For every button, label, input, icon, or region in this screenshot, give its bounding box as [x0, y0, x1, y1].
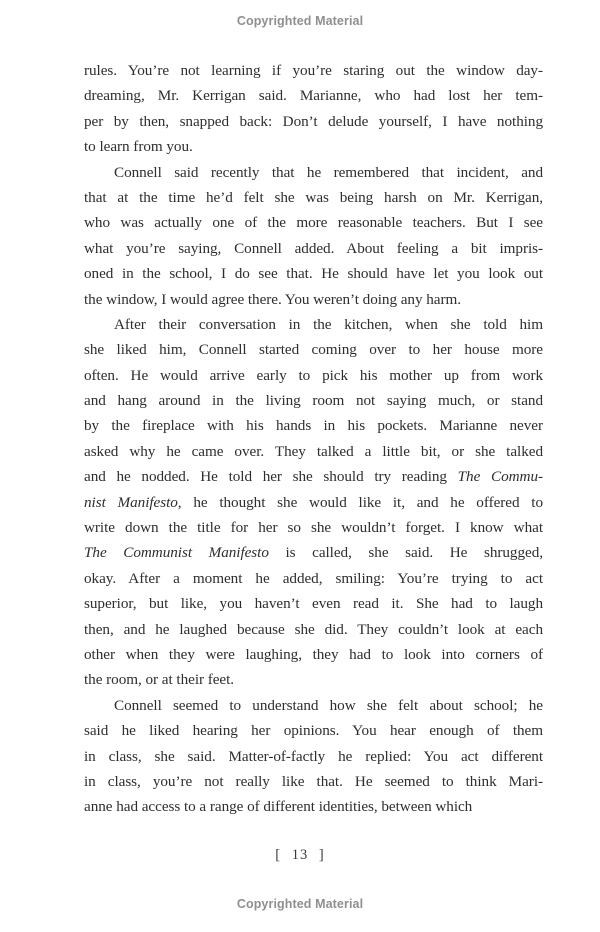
- text-line: okay. After a moment he added, smiling: You’re trying to act: [84, 569, 543, 587]
- text-line: in class, she said. Matter-of-factly he replied: You act different: [84, 747, 543, 765]
- page-number: [ 13 ]: [275, 847, 325, 863]
- text-line: write down the title for her so she wouldn’t forget. I know what: [84, 519, 543, 537]
- text-line: superior, but like, you haven’t even read it. She had to laugh: [84, 595, 543, 613]
- text-line: to learn from you.: [84, 138, 193, 156]
- text-line: oned in the school, I do see that. He should have let you look out: [84, 265, 543, 283]
- text-line: by the fireplace with his hands in his pockets. Marianne never: [84, 417, 543, 435]
- text-line: After their conversation in the kitchen, when she told him: [114, 315, 543, 333]
- text-line: the window, I would agree there. You weren’t doing any harm.: [84, 290, 462, 308]
- text-line: in class, you’re not really like that. He seemed to think Mari-: [84, 772, 543, 790]
- text-line: and hang around in the living room not saying much, or stand: [84, 392, 543, 410]
- text-line: anne had access to a range of different identities, between which: [84, 798, 473, 816]
- text-line: other when they were laughing, they had to look into corners of: [84, 645, 543, 663]
- text-line: nist Manifesto, he thought she would like it, and he offered to: [84, 493, 543, 511]
- text-line: who was actually one of the more reasonable teachers. But I see: [84, 214, 543, 232]
- text-line: she liked him, Connell started coming over to her house more: [84, 341, 543, 359]
- text-line: Connell said recently that he remembered that incident, and: [114, 163, 543, 181]
- copyright-notice-bottom: Copyrighted Material: [236, 897, 364, 911]
- text-line: that at the time he’d felt she was being harsh on Mr. Kerrigan,: [84, 188, 543, 206]
- text-line: said he liked hearing her opinions. You hear enough of them: [84, 722, 543, 740]
- text-line: then, and he laughed because she did. They couldn’t look at each: [84, 620, 543, 638]
- text-line: dreaming, Mr. Kerrigan said. Marianne, who had lost her tem-: [84, 87, 543, 105]
- text-line: per by then, snapped back: Don’t delude yourself, I have nothing: [84, 112, 543, 130]
- text-line: often. He would arrive early to pick his mother up from work: [84, 366, 543, 384]
- text-line: Connell seemed to understand how she felt about school; he: [114, 696, 543, 714]
- text-line: The Communist Manifesto is called, she said. He shrugged,: [84, 544, 543, 562]
- copyright-notice-top: Copyrighted Material: [236, 14, 364, 28]
- book-page-text: [84, 58, 543, 820]
- text-line: rules. You’re not learning if you’re staring out the window day-: [84, 62, 543, 79]
- text-line: the room, or at their feet.: [84, 671, 235, 689]
- text-line: and he nodded. He told her she should try reading The Commu-: [84, 468, 543, 486]
- text-line: what you’re saying, Connell added. About feeling a bit impris-: [84, 239, 543, 257]
- text-line: asked why he came over. They talked a little bit, or she talked: [84, 442, 543, 460]
